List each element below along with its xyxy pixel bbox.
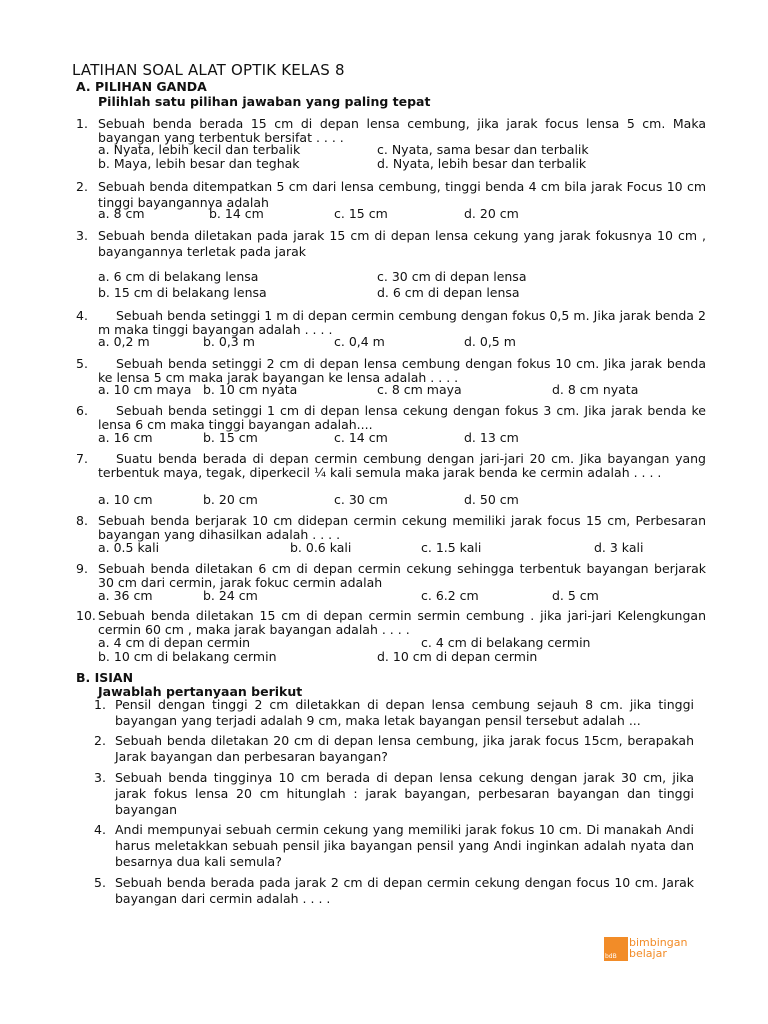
option-c: c. 6.2 cm	[421, 588, 479, 603]
option-d: d. 50 cm	[464, 492, 519, 507]
option-b: b. 10 cm nyata	[203, 382, 298, 397]
option-c: c. 1.5 kali	[421, 540, 482, 555]
options-row	[98, 541, 718, 555]
bimbingan-belajar-logo	[604, 937, 700, 965]
question-number: 5.	[94, 875, 106, 890]
question-3	[76, 228, 706, 260]
options-row	[98, 157, 718, 171]
essay-question-1	[94, 697, 694, 729]
page-title: LATIHAN SOAL ALAT OPTIK KELAS 8	[72, 61, 345, 79]
question-number: 1.	[94, 697, 106, 712]
option-d: d. 8 cm nyata	[552, 382, 639, 397]
options-row	[98, 650, 718, 664]
question-number: 6.	[76, 403, 88, 418]
option-d: d. 3 kali	[594, 540, 644, 555]
question-number: 4.	[76, 308, 88, 323]
logo-mark-text: bdB	[605, 953, 617, 960]
option-b: b. 24 cm	[203, 588, 258, 603]
options-row	[98, 143, 718, 157]
option-a: a. 16 cm	[98, 430, 153, 445]
logo-line-1: bimbingan	[629, 936, 688, 949]
question-number: 2.	[94, 733, 106, 748]
question-number: 3.	[94, 770, 106, 785]
option-a: a. 0,2 m	[98, 334, 150, 349]
essay-question-5	[94, 875, 694, 907]
question-number: 3.	[76, 228, 88, 243]
question-text: Sebuah benda ditempatkan 5 cm dari lensa cembung, tinggi benda 4 cm bila jarak Focus 10 cm tinggi bayangannya adalah	[98, 179, 706, 210]
logo-line-2: belajar	[629, 947, 667, 960]
option-c: c. 4 cm di belakang cermin	[421, 635, 591, 650]
section-b-instruction: Jawablah pertanyaan berikut	[98, 684, 303, 699]
option-a: a. Nyata, lebih kecil dan terbalik	[98, 142, 301, 157]
option-c: c. Nyata, sama besar dan terbalik	[377, 142, 589, 157]
option-b: b. Maya, lebih besar dan teghak	[98, 156, 300, 171]
question-1	[76, 117, 706, 145]
question-9	[76, 562, 706, 590]
question-text: Pensil dengan tinggi 2 cm diletakkan di depan lensa cembung sejauh 8 cm. jika tinggi bayangan yang terjadi adalah 9 cm, maka letak bayangan pensil tersebut adalah ...	[115, 697, 694, 728]
question-text: Sebuah benda diletakan 15 cm di depan cermin sermin cembung . jika jari-jari Kelengkungan cermin 60 cm , maka jarak bayangan adalah . . . .	[98, 608, 706, 637]
essay-question-3	[94, 770, 694, 818]
essay-question-2	[94, 733, 694, 765]
options-row	[98, 270, 718, 284]
option-d: d. Nyata, lebih besar dan terbalik	[377, 156, 587, 171]
option-b: b. 14 cm	[209, 206, 264, 221]
question-5	[76, 357, 706, 385]
options-row	[98, 207, 718, 221]
options-row	[98, 636, 718, 650]
option-b: b. 10 cm di belakang cermin	[98, 649, 277, 664]
question-7	[76, 452, 706, 480]
section-a-heading: A. PILIHAN GANDA	[76, 79, 207, 94]
option-b: b. 15 cm	[203, 430, 258, 445]
question-8	[76, 514, 706, 542]
option-a: a. 8 cm	[98, 206, 145, 221]
question-text: Sebuah benda diletakan 6 cm di depan cermin cekung sehingga terbentuk bayangan berjarak 30 cm dari cermin, jarak fokuc cermin adalah	[98, 561, 706, 590]
question-number: 9.	[76, 561, 88, 576]
question-text: Andi mempunyai sebuah cermin cekung yang memiliki jarak fokus 10 cm. Di manakah Andi harus meletakkan sebuah pensil jika bayangan pensil yang Andi inginkan adalah nyata dan besarnya dua kali semula?	[115, 822, 694, 869]
option-d: d. 0,5 m	[464, 334, 516, 349]
option-b: b. 15 cm di belakang lensa	[98, 285, 267, 300]
question-text: Sebuah benda berjarak 10 cm didepan cermin cekung memiliki jarak focus 15 cm, Perbesaran bayangan yang dihasilkan adalah . . . .	[98, 513, 706, 542]
question-number: 10.	[76, 608, 96, 623]
option-b: b. 0,3 m	[203, 334, 255, 349]
option-a: a. 10 cm	[98, 492, 153, 507]
question-text: Sebuah benda setinggi 2 cm di depan lensa cembung dengan fokus 10 cm. Jika jarak benda ke lensa 5 cm maka jarak bayangan ke lensa adalah . . . .	[98, 356, 706, 385]
option-a: a. 6 cm di belakang lensa	[98, 269, 259, 284]
option-c: c. 30 cm di depan lensa	[377, 269, 527, 284]
options-row	[98, 383, 718, 397]
question-text: Sebuah benda berada 15 cm di depan lensa cembung, jika jarak focus lensa 5 cm. Maka bayangan yang terbentuk bersifat . . . .	[98, 116, 706, 145]
options-row	[98, 431, 718, 445]
option-c: c. 15 cm	[334, 206, 388, 221]
question-number: 4.	[94, 822, 106, 837]
section-b-heading: B. ISIAN	[76, 670, 134, 685]
option-c: c. 8 cm maya	[377, 382, 462, 397]
question-text: Suatu benda berada di depan cermin cembung dengan jari-jari 20 cm. Jika bayangan yang terbentuk maya, tegak, diperkecil ¼ kali semula maka jarak benda ke cermin adalah . . . .	[98, 451, 706, 480]
question-number: 8.	[76, 513, 88, 528]
option-d: d. 5 cm	[552, 588, 599, 603]
section-a-instruction: Pilihlah satu pilihan jawaban yang paling tepat	[98, 94, 431, 109]
option-d: d. 6 cm di depan lensa	[377, 285, 520, 300]
option-a: a. 4 cm di depan cermin	[98, 635, 251, 650]
option-c: c. 14 cm	[334, 430, 388, 445]
options-row	[98, 335, 718, 349]
option-c: c. 0,4 m	[334, 334, 385, 349]
question-10	[76, 609, 706, 637]
essay-question-4	[94, 822, 694, 870]
options-row	[98, 493, 718, 507]
question-6	[76, 404, 706, 432]
question-text: Sebuah benda diletakan 20 cm di depan lensa cembung, jika jarak focus 15cm, berapakah Jarak bayangan dan perbesaran bayangan?	[115, 733, 694, 764]
option-a: a. 0.5 kali	[98, 540, 160, 555]
question-number: 2.	[76, 179, 88, 194]
question-number: 5.	[76, 356, 88, 371]
question-text: Sebuah benda setinggi 1 cm di depan lensa cekung dengan fokus 3 cm. Jika jarak benda ke lensa 6 cm maka tinggi bayangan adalah....	[98, 403, 706, 432]
options-row	[98, 286, 718, 300]
question-text: Sebuah benda berada pada jarak 2 cm di depan cermin cekung dengan focus 10 cm. Jarak bayangan dari cermin adalah . . . .	[115, 875, 694, 906]
options-row	[98, 589, 718, 603]
option-d: d. 20 cm	[464, 206, 519, 221]
question-text: Sebuah benda diletakan pada jarak 15 cm di depan lensa cekung yang jarak fokusnya 10 cm , bayangannya terletak pada jarak	[98, 228, 706, 259]
option-a: a. 10 cm maya	[98, 382, 192, 397]
question-text: Sebuah benda tingginya 10 cm berada di depan lensa cekung dengan jarak 30 cm, jika jarak fokus lensa 20 cm hitunglah : jarak bayangan, perbesaran bayangan dan tinggi bayangan	[115, 770, 694, 817]
option-b: b. 20 cm	[203, 492, 258, 507]
option-d: d. 10 cm di depan cermin	[377, 649, 538, 664]
question-4	[76, 309, 706, 337]
option-d: d. 13 cm	[464, 430, 519, 445]
question-number: 1.	[76, 116, 88, 131]
logo-text	[629, 937, 687, 959]
logo-mark	[604, 937, 628, 961]
question-number: 7.	[76, 451, 88, 466]
option-b: b. 0.6 kali	[290, 540, 352, 555]
option-a: a. 36 cm	[98, 588, 153, 603]
question-text: Sebuah benda setinggi 1 m di depan cermin cembung dengan fokus 0,5 m. Jika jarak benda 2 m maka tinggi bayangan adalah . . . .	[98, 308, 706, 337]
option-c: c. 30 cm	[334, 492, 388, 507]
